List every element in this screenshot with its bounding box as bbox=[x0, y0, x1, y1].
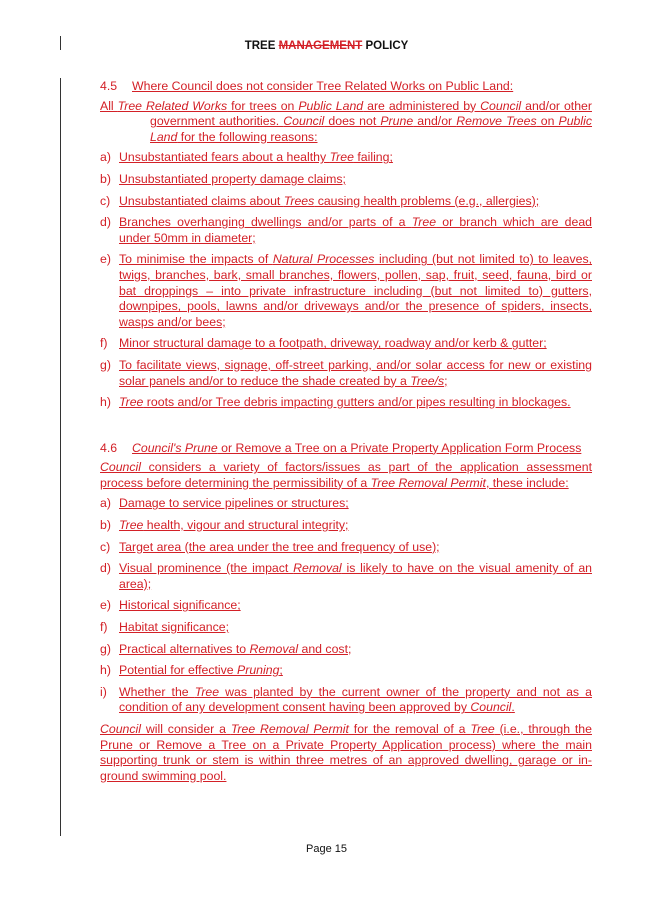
list-item-label: d) bbox=[100, 561, 111, 576]
text-run: Unsubstantiated claims about bbox=[119, 193, 284, 208]
text-run: was planted by the current owner of the property and not as a condition of any development consent having been approved by bbox=[119, 684, 592, 715]
list-item bbox=[100, 194, 592, 210]
header-word-tree: TREE bbox=[244, 40, 276, 52]
text-run: ; bbox=[279, 663, 283, 678]
list-item bbox=[100, 561, 592, 592]
list-item-label: d) bbox=[100, 215, 111, 230]
list-item-label: h) bbox=[100, 663, 111, 678]
text-run: Practical alternatives to bbox=[119, 641, 250, 656]
list-item bbox=[100, 150, 592, 166]
list-item-label: a) bbox=[100, 150, 111, 165]
defined-term: Tree Related Works bbox=[117, 98, 228, 113]
section-title bbox=[132, 441, 581, 455]
text-run: Minor structural damage to a footpath, driveway, roadway and/or kerb & gutter; bbox=[119, 336, 547, 351]
list-item bbox=[100, 336, 592, 352]
text-run: will consider a bbox=[141, 722, 231, 736]
list-item-label: f) bbox=[100, 620, 108, 635]
section-4-5-list bbox=[100, 150, 592, 410]
header-word-struck: MANAGEMENT bbox=[278, 40, 363, 52]
text-run: or branch which are dead under 50mm in diameter; bbox=[119, 215, 592, 245]
list-item bbox=[100, 620, 592, 636]
document-body bbox=[100, 79, 592, 789]
list-item bbox=[100, 685, 592, 716]
list-item bbox=[100, 215, 592, 246]
defined-term: Council's Prune bbox=[132, 440, 218, 455]
text-run: are administered by bbox=[363, 98, 481, 113]
section-number: 4.6 bbox=[100, 440, 118, 455]
list-item-label: c) bbox=[100, 193, 111, 208]
defined-term: Removal bbox=[249, 641, 299, 656]
list-item-label: g) bbox=[100, 641, 111, 656]
text-run: . bbox=[511, 700, 515, 715]
defined-term: Tree bbox=[411, 215, 437, 230]
list-item-label: f) bbox=[100, 336, 108, 351]
list-item-label: e) bbox=[100, 252, 111, 267]
section-4-5-intro bbox=[100, 99, 592, 146]
defined-term: Council bbox=[100, 460, 142, 475]
text-run: considers a variety of factors/issues as part of the application assessment process before determining the permissibility of a bbox=[100, 460, 592, 490]
defined-term: Tree bbox=[119, 395, 144, 410]
text-run: or Remove a Tree on a Private Property Application Form Process bbox=[217, 440, 582, 455]
text-run: All bbox=[100, 98, 118, 113]
list-item bbox=[100, 496, 592, 512]
text-run: for the following reasons: bbox=[177, 129, 318, 144]
list-item-label: e) bbox=[100, 598, 111, 613]
list-item-label: c) bbox=[100, 539, 111, 554]
defined-term: Removal bbox=[293, 561, 342, 576]
page-header bbox=[0, 40, 653, 52]
list-item bbox=[100, 642, 592, 658]
list-item-label: h) bbox=[100, 395, 111, 410]
text-run: ; bbox=[444, 373, 448, 388]
defined-term: Tree bbox=[470, 722, 495, 736]
text-run: including (but not limited to) to leaves, twigs, branches, bark, small branches, flowers, pollen, sap, fruit, seed, fauna, bird or bat droppings – into private infrastructure including (but not limited to) gutters, downpipes, pools, lawns and/or driveways and/or the presence of spiders, insects, wasps and/or bees; bbox=[119, 252, 593, 329]
defined-term: Tree bbox=[119, 518, 144, 533]
defined-term: Tree bbox=[194, 684, 220, 699]
list-item bbox=[100, 172, 592, 188]
defined-term: Tree Removal Permit bbox=[230, 722, 349, 736]
text-run: does not bbox=[324, 114, 381, 129]
defined-term: Trees bbox=[283, 193, 315, 208]
change-bar-left bbox=[60, 78, 61, 836]
text-run: Branches overhanging dwellings and/or parts of a bbox=[119, 215, 412, 230]
defined-term: Public Land bbox=[298, 98, 364, 113]
text-run: for trees on bbox=[227, 98, 299, 113]
text-run: Unsubstantiated fears about a healthy bbox=[119, 150, 330, 165]
section-4-5-heading bbox=[100, 79, 592, 95]
defined-term: Tree bbox=[329, 150, 354, 165]
text-run: and/or bbox=[413, 114, 457, 129]
section-4-6-list bbox=[100, 496, 592, 716]
list-item bbox=[100, 252, 592, 330]
text-run: Habitat significance; bbox=[119, 620, 230, 635]
list-item-label: a) bbox=[100, 496, 111, 511]
defined-term: Council bbox=[283, 114, 325, 129]
defined-term: Remove Trees bbox=[456, 114, 537, 129]
defined-term: Natural Processes bbox=[272, 252, 375, 267]
list-item bbox=[100, 598, 592, 614]
text-run: roots and/or Tree debris impacting gutters and/or pipes resulting in blockages. bbox=[143, 395, 571, 410]
text-run: and cost; bbox=[298, 641, 352, 656]
list-item bbox=[100, 663, 592, 679]
defined-term: Tree/s bbox=[410, 373, 445, 388]
list-item bbox=[100, 540, 592, 556]
text-run: on bbox=[536, 114, 559, 129]
text-run: Target area (the area under the tree and frequency of use); bbox=[119, 539, 440, 554]
defined-term: Council bbox=[480, 98, 522, 113]
list-item-label: b) bbox=[100, 171, 111, 186]
defined-term: Public Land bbox=[150, 114, 593, 144]
section-title: Where Council does not consider Tree Related Works on Public Land: bbox=[132, 79, 514, 93]
text-run: Visual prominence (the impact bbox=[119, 561, 294, 576]
text-run: To facilitate views, signage, off-street parking, and/or solar access for new or existing solar panels and/or to reduce the shade created by a bbox=[119, 357, 592, 388]
text-run: Unsubstantiated property damage claims; bbox=[119, 171, 346, 186]
list-item bbox=[100, 358, 592, 389]
list-item-label: i) bbox=[100, 684, 107, 699]
text-run: and/or other government authorities. bbox=[150, 98, 592, 129]
text-run: Whether the bbox=[119, 684, 195, 699]
section-4-6-intro bbox=[100, 460, 592, 491]
text-run: causing health problems (e.g., allergies); bbox=[314, 193, 540, 208]
list-item bbox=[100, 395, 592, 411]
text-run: To minimise the impacts of bbox=[119, 252, 273, 267]
defined-term: Tree Removal Permit bbox=[370, 475, 486, 490]
section-4-6-heading bbox=[100, 441, 592, 457]
page-number: Page 15 bbox=[306, 843, 347, 855]
text-run: is likely to have on the visual amenity of an area); bbox=[119, 561, 592, 591]
text-run: health, vigour and structural integrity; bbox=[143, 518, 349, 533]
list-item-label: b) bbox=[100, 518, 111, 533]
text-run: Potential for effective bbox=[119, 663, 238, 678]
text-run: (i.e., through the Prune or Remove a Tree on a Private Property Application process) where the main supporting trunk or stem is within three metres of an approved dwelling, garage or in-ground swimming pool. bbox=[100, 722, 592, 783]
defined-term: Prune bbox=[380, 114, 414, 129]
text-run: for the removal of a bbox=[348, 722, 471, 736]
list-item bbox=[100, 518, 592, 534]
text-run: Historical significance; bbox=[119, 598, 241, 613]
text-run: failing; bbox=[353, 150, 393, 165]
section-4-6-closing bbox=[100, 722, 592, 784]
text-run: Damage to service pipelines or structures; bbox=[119, 496, 349, 511]
text-run: , these include: bbox=[485, 475, 569, 490]
defined-term: Council bbox=[470, 700, 512, 715]
list-item-label: g) bbox=[100, 357, 111, 372]
section-number: 4.5 bbox=[100, 79, 118, 93]
header-word-policy: POLICY bbox=[365, 40, 409, 52]
defined-term: Council bbox=[100, 722, 142, 736]
defined-term: Pruning bbox=[237, 663, 280, 678]
